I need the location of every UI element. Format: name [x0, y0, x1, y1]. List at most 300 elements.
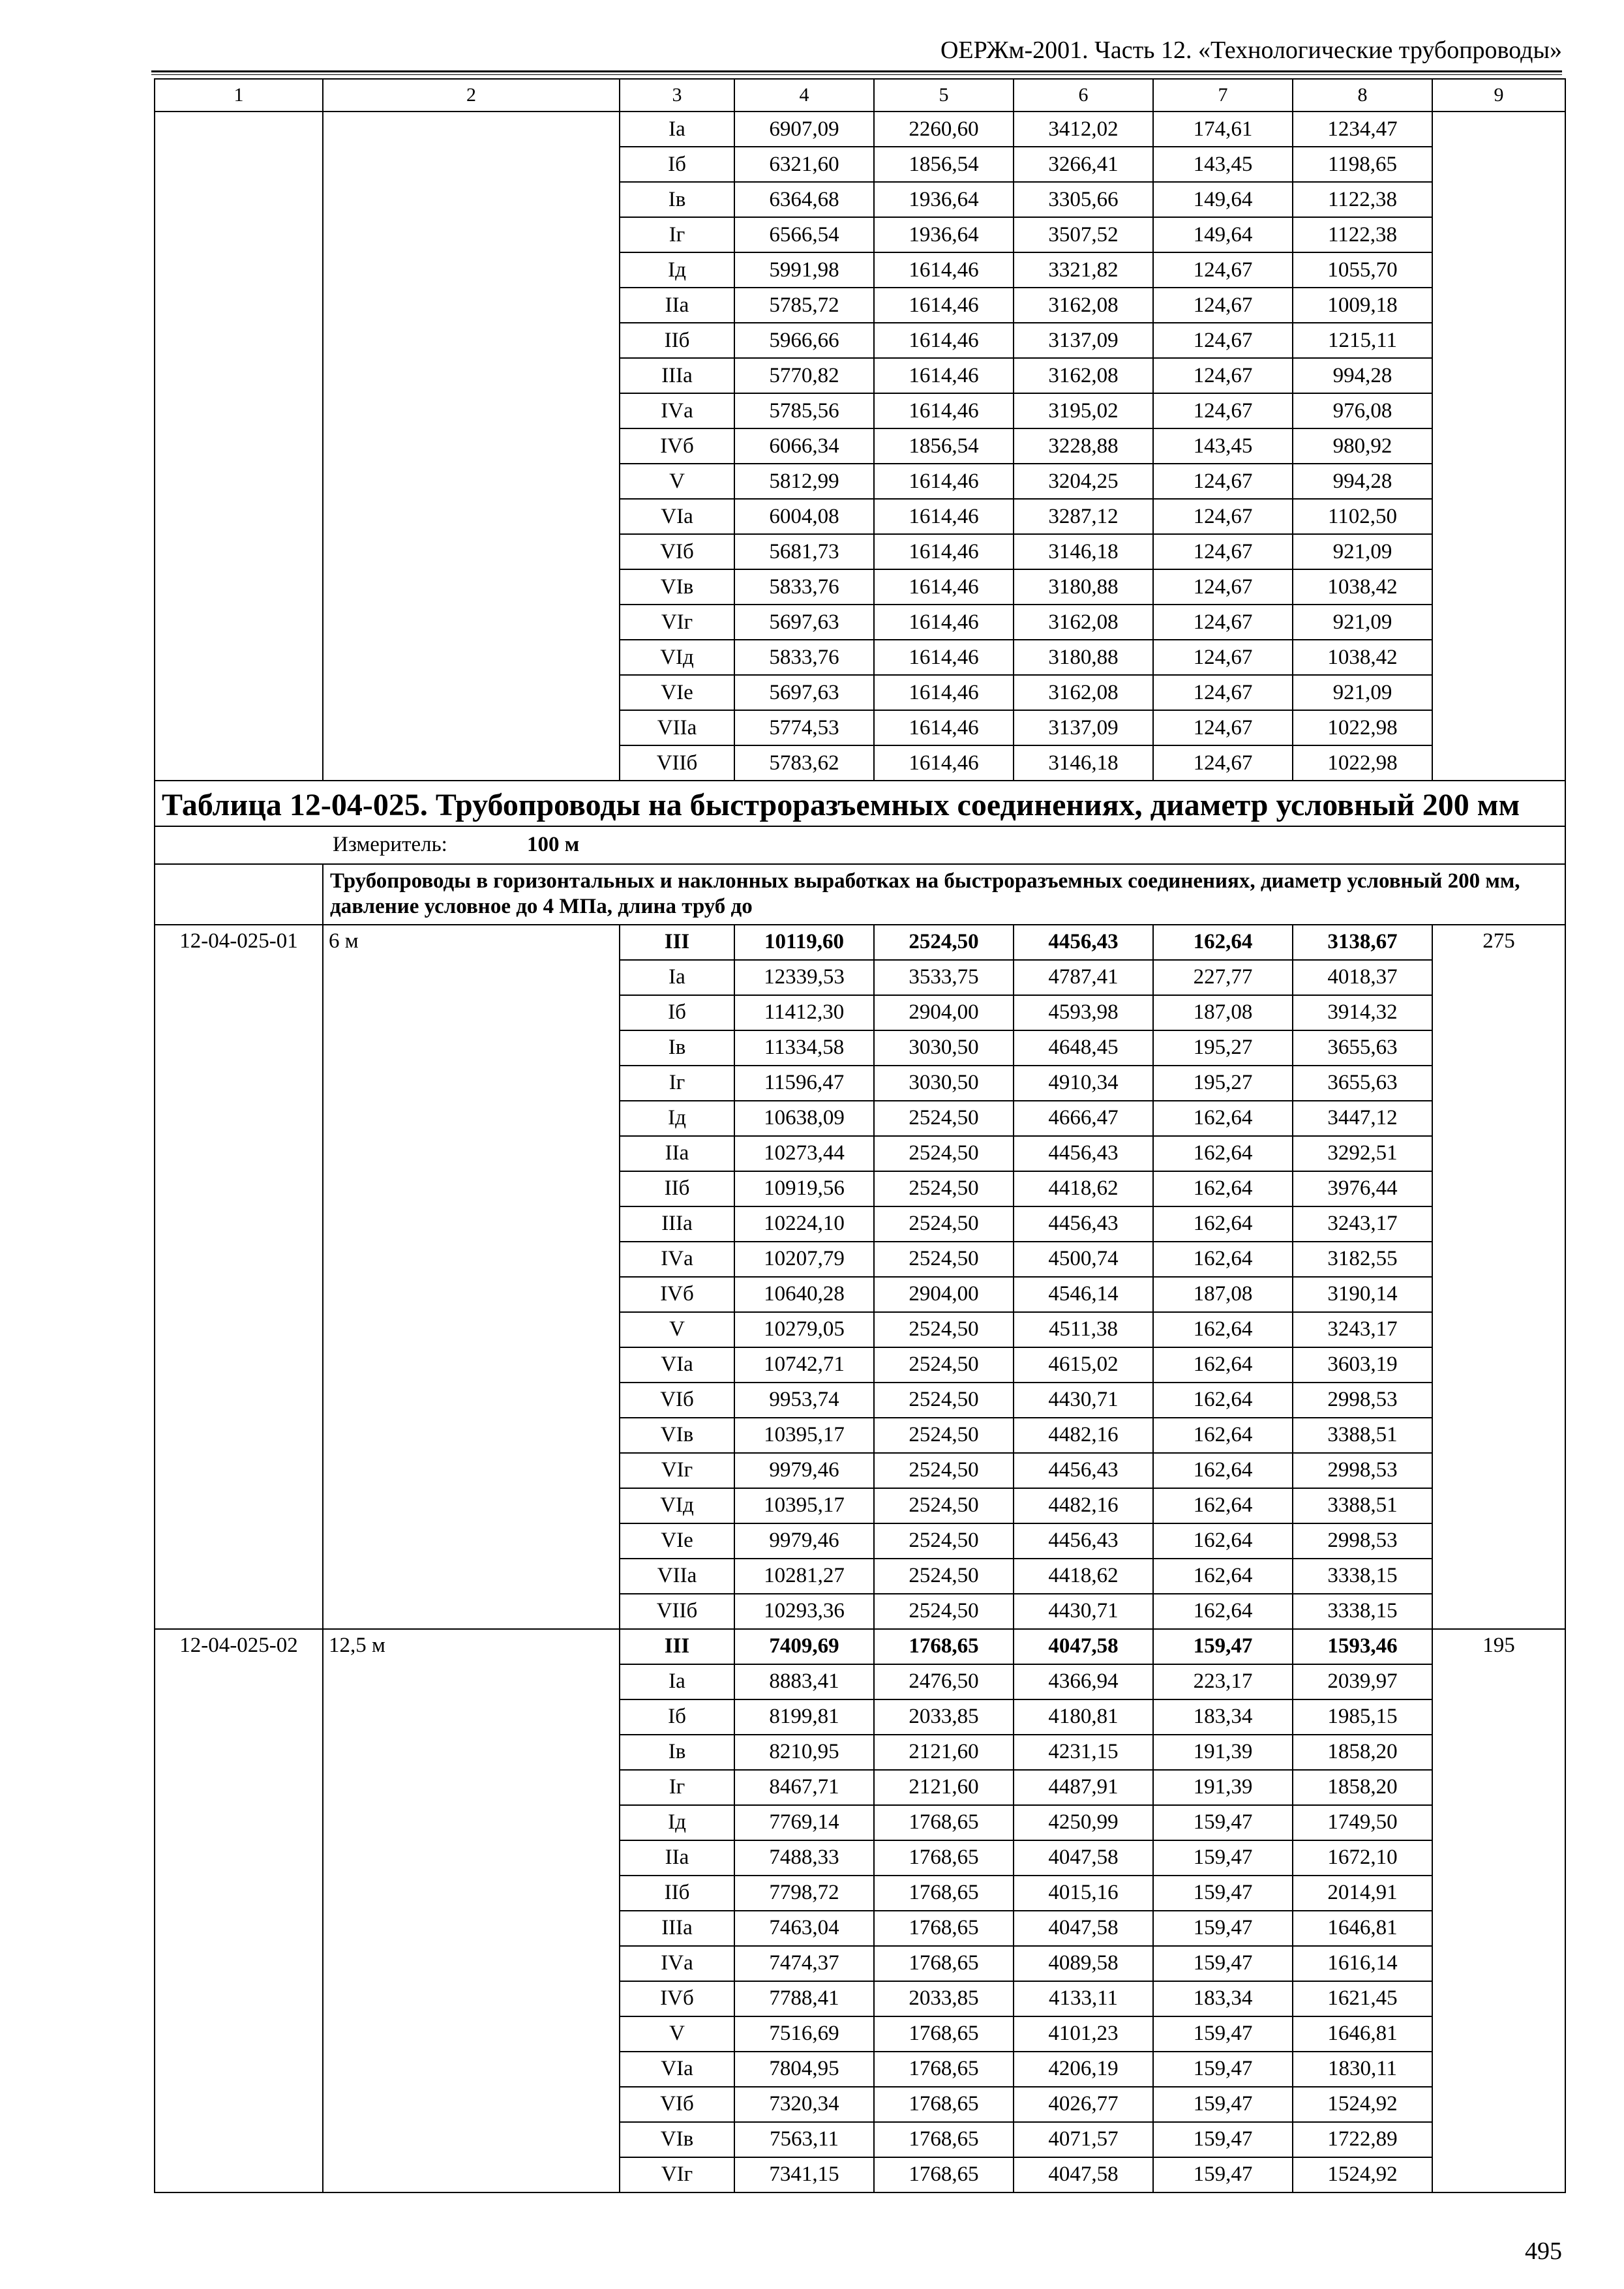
- total-cost-cell: 7320,34: [734, 2087, 874, 2122]
- driver-pay-cell: 159,47: [1153, 1840, 1293, 1876]
- materials-cost-cell: 921,09: [1293, 534, 1432, 569]
- total-cost-cell: 10395,17: [734, 1488, 874, 1523]
- mode-cell: Iг: [620, 1066, 734, 1101]
- materials-cost-cell: 1593,46: [1293, 1629, 1432, 1664]
- column-number-cell: 6: [1014, 79, 1153, 112]
- total-cost-cell: 5697,63: [734, 675, 874, 710]
- labor-cost-cell: 1614,46: [874, 534, 1014, 569]
- machine-cost-cell: 3305,66: [1014, 182, 1153, 217]
- table-row: [155, 1629, 1565, 1664]
- labor-cost-cell: 3030,50: [874, 1030, 1014, 1066]
- materials-cost-cell: 3243,17: [1293, 1312, 1432, 1347]
- mode-cell: V: [620, 464, 734, 499]
- labor-cost-cell: 1614,46: [874, 464, 1014, 499]
- driver-pay-cell: 124,67: [1153, 605, 1293, 640]
- materials-cost-cell: 3243,17: [1293, 1206, 1432, 1242]
- driver-pay-cell: 124,67: [1153, 534, 1293, 569]
- machine-cost-cell: 4487,91: [1014, 1770, 1153, 1805]
- mode-cell: IIб: [620, 1171, 734, 1206]
- driver-pay-cell: 162,64: [1153, 1206, 1293, 1242]
- section-heading: Трубопроводы в горизонтальных и наклонных выработках на быстроразъемных соединениях, диаметр условный 200 мм, давление условное до 4 МПа, длина труб до: [323, 864, 1565, 925]
- driver-pay-cell: 191,39: [1153, 1770, 1293, 1805]
- driver-pay-cell: 162,64: [1153, 1418, 1293, 1453]
- materials-cost-cell: 1722,89: [1293, 2122, 1432, 2157]
- materials-cost-cell: 1616,14: [1293, 1946, 1432, 1981]
- driver-pay-cell: 159,47: [1153, 1629, 1293, 1664]
- labor-cost-cell: 1768,65: [874, 2016, 1014, 2052]
- materials-cost-cell: 3388,51: [1293, 1488, 1432, 1523]
- machine-cost-cell: 4071,57: [1014, 2122, 1153, 2157]
- table-caption: Таблица 12-04-025. Трубопроводы на быстроразъемных соединениях, диаметр условный 200 мм: [155, 781, 1565, 826]
- machine-cost-cell: 4546,14: [1014, 1277, 1153, 1312]
- materials-cost-cell: 1022,98: [1293, 710, 1432, 745]
- mode-cell: VIIа: [620, 1559, 734, 1594]
- table-row: [155, 925, 1565, 960]
- mode-cell: Iа: [620, 960, 734, 995]
- labor-cost-cell: 2904,00: [874, 1277, 1014, 1312]
- machine-cost-cell: 3204,25: [1014, 464, 1153, 499]
- driver-pay-cell: 195,27: [1153, 1030, 1293, 1066]
- mode-cell: Iв: [620, 182, 734, 217]
- labor-cost-cell: 1614,46: [874, 499, 1014, 534]
- materials-cost-cell: 1198,65: [1293, 147, 1432, 182]
- mode-cell: VIб: [620, 1383, 734, 1418]
- materials-cost-cell: 3914,32: [1293, 995, 1432, 1030]
- mode-cell: Iа: [620, 112, 734, 147]
- labor-cost-cell: 1768,65: [874, 1946, 1014, 1981]
- mode-cell: Iд: [620, 1805, 734, 1840]
- mode-cell: VIг: [620, 2157, 734, 2192]
- labor-cost-cell: 1614,46: [874, 605, 1014, 640]
- materials-cost-cell: 976,08: [1293, 393, 1432, 428]
- total-cost-cell: 6321,60: [734, 147, 874, 182]
- machine-cost-cell: 3321,82: [1014, 252, 1153, 288]
- mode-cell: IVа: [620, 1242, 734, 1277]
- driver-pay-cell: 124,67: [1153, 710, 1293, 745]
- total-cost-cell: 10273,44: [734, 1136, 874, 1171]
- total-cost-cell: 7488,33: [734, 1840, 874, 1876]
- materials-cost-cell: 1858,20: [1293, 1770, 1432, 1805]
- labor-cost-cell: 1768,65: [874, 2157, 1014, 2192]
- machine-cost-cell: 4026,77: [1014, 2087, 1153, 2122]
- materials-cost-cell: 3976,44: [1293, 1171, 1432, 1206]
- driver-pay-cell: 187,08: [1153, 995, 1293, 1030]
- mode-cell: VIд: [620, 640, 734, 675]
- total-cost-cell: 7788,41: [734, 1981, 874, 2016]
- machine-cost-cell: 3162,08: [1014, 288, 1153, 323]
- driver-pay-cell: 162,64: [1153, 1171, 1293, 1206]
- mode-cell: Iб: [620, 1699, 734, 1735]
- labor-cost-cell: 1614,46: [874, 323, 1014, 358]
- driver-pay-cell: 124,67: [1153, 745, 1293, 781]
- driver-pay-cell: 149,64: [1153, 182, 1293, 217]
- labor-cost-cell: 1614,46: [874, 745, 1014, 781]
- mode-cell: IIIа: [620, 358, 734, 393]
- machine-cost-cell: 4615,02: [1014, 1347, 1153, 1383]
- column-number-row: [155, 79, 1565, 112]
- mode-cell: VIа: [620, 1347, 734, 1383]
- materials-cost-cell: 3603,19: [1293, 1347, 1432, 1383]
- labor-cost-cell: 2524,50: [874, 1136, 1014, 1171]
- total-cost-cell: 5991,98: [734, 252, 874, 288]
- total-cost-cell: 5783,62: [734, 745, 874, 781]
- machine-cost-cell: 4418,62: [1014, 1559, 1153, 1594]
- total-cost-cell: 6004,08: [734, 499, 874, 534]
- meter-cell: [155, 826, 1565, 864]
- machine-cost-cell: 4250,99: [1014, 1805, 1153, 1840]
- total-cost-cell: 7798,72: [734, 1876, 874, 1911]
- labor-cost-cell: 2524,50: [874, 1488, 1014, 1523]
- driver-pay-cell: 124,67: [1153, 323, 1293, 358]
- total-cost-cell: 7341,15: [734, 2157, 874, 2192]
- total-cost-cell: 5812,99: [734, 464, 874, 499]
- mode-cell: VIIб: [620, 745, 734, 781]
- driver-pay-cell: 149,64: [1153, 217, 1293, 252]
- materials-cost-cell: 1858,20: [1293, 1735, 1432, 1770]
- item-code: 12-04-025-02: [155, 1629, 323, 2192]
- materials-cost-cell: 980,92: [1293, 428, 1432, 464]
- page-number: 495: [1525, 2237, 1562, 2265]
- mode-cell: V: [620, 1312, 734, 1347]
- machine-cost-cell: 4456,43: [1014, 1453, 1153, 1488]
- materials-cost-cell: 3388,51: [1293, 1418, 1432, 1453]
- machine-cost-cell: 3137,09: [1014, 710, 1153, 745]
- mode-cell: Iг: [620, 217, 734, 252]
- total-cost-cell: 8883,41: [734, 1664, 874, 1699]
- total-cost-cell: 7474,37: [734, 1946, 874, 1981]
- machine-cost-cell: 3507,52: [1014, 217, 1153, 252]
- machine-cost-cell: 4231,15: [1014, 1735, 1153, 1770]
- materials-cost-cell: 3447,12: [1293, 1101, 1432, 1136]
- item-description: 12,5 м: [323, 1629, 620, 2192]
- labor-cost-cell: 1768,65: [874, 1876, 1014, 1911]
- driver-pay-cell: 162,64: [1153, 1347, 1293, 1383]
- total-cost-cell: 5697,63: [734, 605, 874, 640]
- driver-pay-cell: 162,64: [1153, 1136, 1293, 1171]
- materials-cost-cell: 1749,50: [1293, 1805, 1432, 1840]
- labor-cost-cell: 1614,46: [874, 393, 1014, 428]
- total-cost-cell: 10281,27: [734, 1559, 874, 1594]
- mode-cell: VIв: [620, 2122, 734, 2157]
- column-number-cell: 8: [1293, 79, 1432, 112]
- materials-cost-cell: 3190,14: [1293, 1277, 1432, 1312]
- materials-cost-cell: 1009,18: [1293, 288, 1432, 323]
- driver-pay-cell: 124,67: [1153, 499, 1293, 534]
- total-cost-cell: 7563,11: [734, 2122, 874, 2157]
- driver-pay-cell: 162,64: [1153, 1594, 1293, 1629]
- driver-pay-cell: 187,08: [1153, 1277, 1293, 1312]
- total-cost-cell: 7516,69: [734, 2016, 874, 2052]
- materials-cost-cell: 1102,50: [1293, 499, 1432, 534]
- labor-cost-cell: 1614,46: [874, 569, 1014, 605]
- driver-pay-cell: 159,47: [1153, 1805, 1293, 1840]
- price-table: [154, 78, 1566, 2193]
- total-cost-cell: 10395,17: [734, 1418, 874, 1453]
- column-number-cell: 9: [1432, 79, 1565, 112]
- machine-cost-cell: 3287,12: [1014, 499, 1153, 534]
- column-number-cell: 2: [323, 79, 620, 112]
- mode-cell: Iд: [620, 1101, 734, 1136]
- materials-cost-cell: 1038,42: [1293, 569, 1432, 605]
- materials-cost-cell: 1022,98: [1293, 745, 1432, 781]
- driver-pay-cell: 183,34: [1153, 1699, 1293, 1735]
- mode-cell: IIIа: [620, 1206, 734, 1242]
- labor-cost-cell: 2260,60: [874, 112, 1014, 147]
- total-cost-cell: 8210,95: [734, 1735, 874, 1770]
- column-number-cell: 3: [620, 79, 734, 112]
- total-cost-cell: 10919,56: [734, 1171, 874, 1206]
- machine-cost-cell: 3180,88: [1014, 640, 1153, 675]
- code-cell: [155, 112, 323, 781]
- driver-pay-cell: 159,47: [1153, 2122, 1293, 2157]
- labor-cost-cell: 2524,50: [874, 925, 1014, 960]
- materials-cost-cell: 1646,81: [1293, 2016, 1432, 2052]
- labor-cost-cell: 2524,50: [874, 1242, 1014, 1277]
- machine-cost-cell: 4456,43: [1014, 1206, 1153, 1242]
- materials-cost-cell: 921,09: [1293, 675, 1432, 710]
- machine-cost-cell: 4430,71: [1014, 1594, 1153, 1629]
- materials-cost-cell: 994,28: [1293, 358, 1432, 393]
- labor-cost-cell: 2524,50: [874, 1101, 1014, 1136]
- desc-cell: [323, 112, 620, 781]
- mode-cell: IIб: [620, 323, 734, 358]
- machine-cost-cell: 4648,45: [1014, 1030, 1153, 1066]
- mode-cell: VIе: [620, 675, 734, 710]
- labor-cost-cell: 2121,60: [874, 1735, 1014, 1770]
- machine-cost-cell: 4482,16: [1014, 1418, 1153, 1453]
- mode-cell: IIа: [620, 1840, 734, 1876]
- machine-cost-cell: 4047,58: [1014, 1629, 1153, 1664]
- labor-cost-cell: 2033,85: [874, 1699, 1014, 1735]
- labor-cost-cell: 1614,46: [874, 358, 1014, 393]
- mode-cell: Iг: [620, 1770, 734, 1805]
- machine-cost-cell: 3146,18: [1014, 534, 1153, 569]
- mode-cell: IVб: [620, 1277, 734, 1312]
- materials-cost-cell: 1055,70: [1293, 252, 1432, 288]
- materials-cost-cell: 1985,15: [1293, 1699, 1432, 1735]
- materials-cost-cell: 2039,97: [1293, 1664, 1432, 1699]
- column-number-cell: 5: [874, 79, 1014, 112]
- driver-pay-cell: 191,39: [1153, 1735, 1293, 1770]
- mode-cell: Iв: [620, 1030, 734, 1066]
- total-cost-cell: 9979,46: [734, 1453, 874, 1488]
- total-cost-cell: 6907,09: [734, 112, 874, 147]
- total-cost-cell: 5774,53: [734, 710, 874, 745]
- mode-cell: IVб: [620, 428, 734, 464]
- machine-cost-cell: 3137,09: [1014, 323, 1153, 358]
- total-cost-cell: 10640,28: [734, 1277, 874, 1312]
- labor-cost-cell: 1768,65: [874, 2087, 1014, 2122]
- total-cost-cell: 8467,71: [734, 1770, 874, 1805]
- labor-cost-cell: 1856,54: [874, 147, 1014, 182]
- total-cost-cell: 11334,58: [734, 1030, 874, 1066]
- table-caption-row: [155, 781, 1565, 826]
- mode-cell: VIв: [620, 1418, 734, 1453]
- mode-cell: IVа: [620, 1946, 734, 1981]
- materials-cost-cell: 1672,10: [1293, 1840, 1432, 1876]
- mode-cell: Iд: [620, 252, 734, 288]
- item-col9: 195: [1432, 1629, 1565, 2192]
- materials-cost-cell: 3338,15: [1293, 1594, 1432, 1629]
- driver-pay-cell: 124,67: [1153, 569, 1293, 605]
- total-cost-cell: 6364,68: [734, 182, 874, 217]
- materials-cost-cell: 2998,53: [1293, 1383, 1432, 1418]
- total-cost-cell: 10119,60: [734, 925, 874, 960]
- labor-cost-cell: 2524,50: [874, 1312, 1014, 1347]
- machine-cost-cell: 3146,18: [1014, 745, 1153, 781]
- materials-cost-cell: 3182,55: [1293, 1242, 1432, 1277]
- total-cost-cell: 7769,14: [734, 1805, 874, 1840]
- labor-cost-cell: 1614,46: [874, 710, 1014, 745]
- total-cost-cell: 5833,76: [734, 569, 874, 605]
- machine-cost-cell: 4047,58: [1014, 2157, 1153, 2192]
- mode-cell: VIIб: [620, 1594, 734, 1629]
- labor-cost-cell: 2524,50: [874, 1206, 1014, 1242]
- machine-cost-cell: 4418,62: [1014, 1171, 1153, 1206]
- materials-cost-cell: 2014,91: [1293, 1876, 1432, 1911]
- machine-cost-cell: 3162,08: [1014, 675, 1153, 710]
- total-cost-cell: 5681,73: [734, 534, 874, 569]
- machine-cost-cell: 4180,81: [1014, 1699, 1153, 1735]
- mode-cell: VIа: [620, 2052, 734, 2087]
- machine-cost-cell: 3412,02: [1014, 112, 1153, 147]
- driver-pay-cell: 124,67: [1153, 288, 1293, 323]
- driver-pay-cell: 162,64: [1153, 1559, 1293, 1594]
- driver-pay-cell: 227,77: [1153, 960, 1293, 995]
- header-rule: [151, 70, 1562, 72]
- machine-cost-cell: 4133,11: [1014, 1981, 1153, 2016]
- mode-cell: IIа: [620, 1136, 734, 1171]
- mode-cell: IIб: [620, 1876, 734, 1911]
- mode-cell: IVб: [620, 1981, 734, 2016]
- materials-cost-cell: 3292,51: [1293, 1136, 1432, 1171]
- machine-cost-cell: 4430,71: [1014, 1383, 1153, 1418]
- mode-cell: VIв: [620, 569, 734, 605]
- materials-cost-cell: 1122,38: [1293, 182, 1432, 217]
- materials-cost-cell: 1830,11: [1293, 2052, 1432, 2087]
- materials-cost-cell: 3655,63: [1293, 1066, 1432, 1101]
- driver-pay-cell: 195,27: [1153, 1066, 1293, 1101]
- total-cost-cell: 7463,04: [734, 1911, 874, 1946]
- mode-cell: IVа: [620, 393, 734, 428]
- labor-cost-cell: 2524,50: [874, 1559, 1014, 1594]
- labor-cost-cell: 1768,65: [874, 1911, 1014, 1946]
- labor-cost-cell: 3533,75: [874, 960, 1014, 995]
- mode-cell: VIе: [620, 1523, 734, 1559]
- total-cost-cell: 12339,53: [734, 960, 874, 995]
- price-table-body: [155, 79, 1565, 2192]
- driver-pay-cell: 124,67: [1153, 252, 1293, 288]
- col9-cell: [1432, 112, 1565, 781]
- materials-cost-cell: 1234,47: [1293, 112, 1432, 147]
- labor-cost-cell: 2033,85: [874, 1981, 1014, 2016]
- driver-pay-cell: 124,67: [1153, 675, 1293, 710]
- materials-cost-cell: 1122,38: [1293, 217, 1432, 252]
- labor-cost-cell: 1614,46: [874, 640, 1014, 675]
- labor-cost-cell: 2121,60: [874, 1770, 1014, 1805]
- labor-cost-cell: 1614,46: [874, 288, 1014, 323]
- machine-cost-cell: 3162,08: [1014, 605, 1153, 640]
- driver-pay-cell: 159,47: [1153, 1946, 1293, 1981]
- labor-cost-cell: 1768,65: [874, 2052, 1014, 2087]
- machine-cost-cell: 4456,43: [1014, 1136, 1153, 1171]
- labor-cost-cell: 2524,50: [874, 1418, 1014, 1453]
- machine-cost-cell: 3162,08: [1014, 358, 1153, 393]
- labor-cost-cell: 1856,54: [874, 428, 1014, 464]
- materials-cost-cell: 4018,37: [1293, 960, 1432, 995]
- driver-pay-cell: 183,34: [1153, 1981, 1293, 2016]
- mode-cell: VIб: [620, 534, 734, 569]
- section-heading-row: [155, 864, 1565, 925]
- machine-cost-cell: 4101,23: [1014, 2016, 1153, 2052]
- materials-cost-cell: 1215,11: [1293, 323, 1432, 358]
- machine-cost-cell: 4089,58: [1014, 1946, 1153, 1981]
- machine-cost-cell: 3228,88: [1014, 428, 1153, 464]
- mode-cell: IIIа: [620, 1911, 734, 1946]
- driver-pay-cell: 159,47: [1153, 2087, 1293, 2122]
- item-col9: 275: [1432, 925, 1565, 1629]
- mode-cell: III: [620, 925, 734, 960]
- mode-cell: Iа: [620, 1664, 734, 1699]
- item-code: 12-04-025-01: [155, 925, 323, 1629]
- total-cost-cell: 8199,81: [734, 1699, 874, 1735]
- labor-cost-cell: 2524,50: [874, 1523, 1014, 1559]
- driver-pay-cell: 124,67: [1153, 640, 1293, 675]
- mode-cell: Iб: [620, 147, 734, 182]
- total-cost-cell: 10742,71: [734, 1347, 874, 1383]
- driver-pay-cell: 223,17: [1153, 1664, 1293, 1699]
- mode-cell: VIг: [620, 605, 734, 640]
- driver-pay-cell: 143,45: [1153, 147, 1293, 182]
- driver-pay-cell: 159,47: [1153, 1876, 1293, 1911]
- driver-pay-cell: 159,47: [1153, 1911, 1293, 1946]
- materials-cost-cell: 921,09: [1293, 605, 1432, 640]
- mode-cell: VIб: [620, 2087, 734, 2122]
- machine-cost-cell: 4015,16: [1014, 1876, 1153, 1911]
- labor-cost-cell: 1614,46: [874, 675, 1014, 710]
- materials-cost-cell: 994,28: [1293, 464, 1432, 499]
- materials-cost-cell: 2998,53: [1293, 1453, 1432, 1488]
- driver-pay-cell: 162,64: [1153, 1453, 1293, 1488]
- machine-cost-cell: 3180,88: [1014, 569, 1153, 605]
- labor-cost-cell: 2524,50: [874, 1383, 1014, 1418]
- driver-pay-cell: 162,64: [1153, 925, 1293, 960]
- labor-cost-cell: 2476,50: [874, 1664, 1014, 1699]
- driver-pay-cell: 162,64: [1153, 1488, 1293, 1523]
- labor-cost-cell: 3030,50: [874, 1066, 1014, 1101]
- table-row: [155, 112, 1565, 147]
- labor-cost-cell: 2904,00: [874, 995, 1014, 1030]
- total-cost-cell: 10638,09: [734, 1101, 874, 1136]
- mode-cell: Iб: [620, 995, 734, 1030]
- machine-cost-cell: 4206,19: [1014, 2052, 1153, 2087]
- materials-cost-cell: 1524,92: [1293, 2157, 1432, 2192]
- total-cost-cell: 7409,69: [734, 1629, 874, 1664]
- driver-pay-cell: 162,64: [1153, 1101, 1293, 1136]
- header-rule-thin: [151, 74, 1562, 75]
- labor-cost-cell: 2524,50: [874, 1171, 1014, 1206]
- driver-pay-cell: 162,64: [1153, 1242, 1293, 1277]
- mode-cell: VIг: [620, 1453, 734, 1488]
- machine-cost-cell: 4787,41: [1014, 960, 1153, 995]
- machine-cost-cell: 4666,47: [1014, 1101, 1153, 1136]
- driver-pay-cell: 143,45: [1153, 428, 1293, 464]
- total-cost-cell: 5966,66: [734, 323, 874, 358]
- total-cost-cell: 6066,34: [734, 428, 874, 464]
- driver-pay-cell: 162,64: [1153, 1312, 1293, 1347]
- total-cost-cell: 5785,72: [734, 288, 874, 323]
- total-cost-cell: 10279,05: [734, 1312, 874, 1347]
